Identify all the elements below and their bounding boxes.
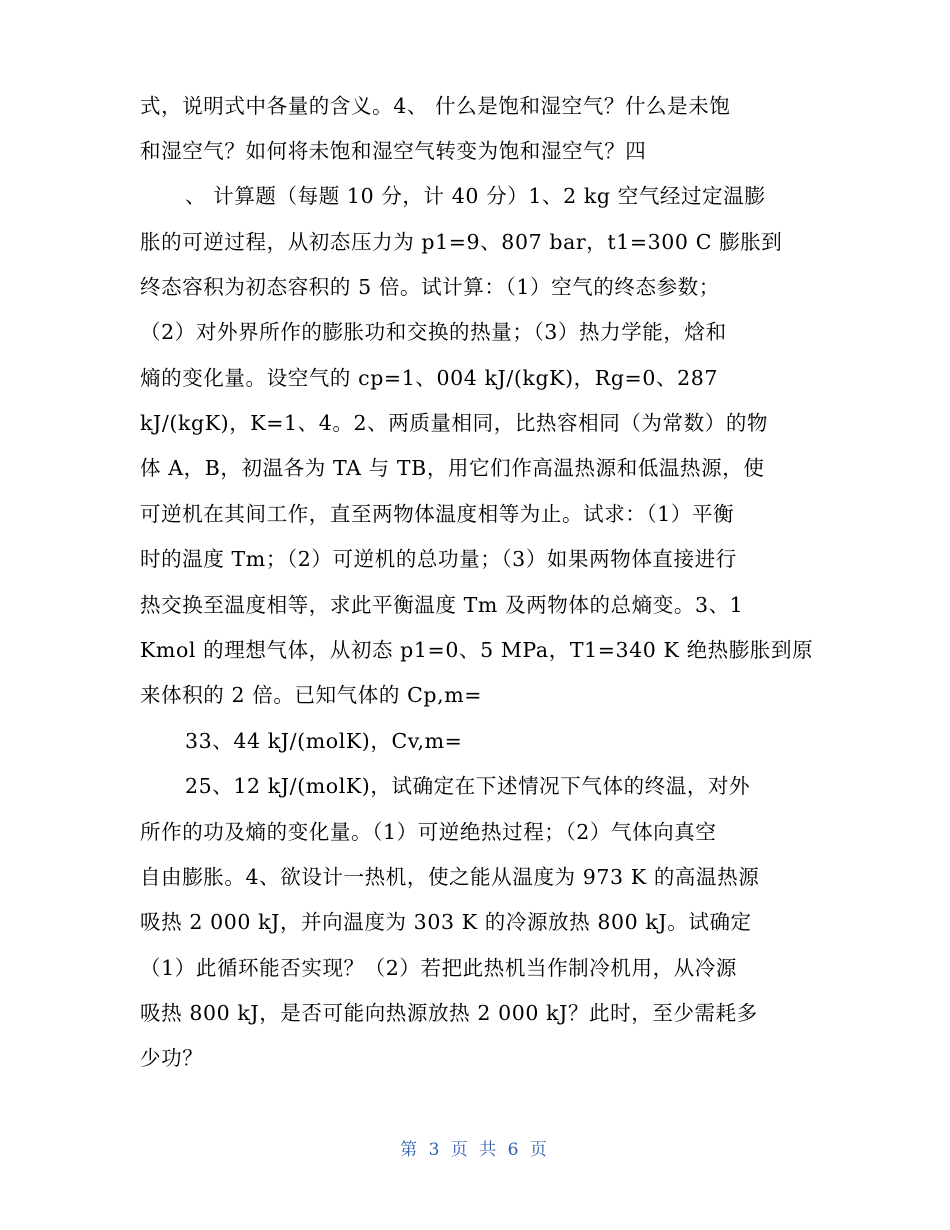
text-line-9: 体 A，B，初温各为 TA 与 TB，用它们作高温热源和低温热源，使 — [140, 456, 765, 480]
text-line-16: 25、12 kJ/(molK)，试确定在下述情况下气体的终温，对外 — [185, 774, 751, 798]
text-line-1: 式，说明式中各量的含义。4、 什么是饱和湿空气？什么是未饱 — [140, 94, 731, 118]
text-line-11: 时的温度 Tm；（2）可逆机的总功量；（3）如果两物体直接进行 — [140, 547, 737, 571]
text-line-10: 可逆机在其间工作，直至两物体温度相等为止。试求：（1）平衡 — [140, 502, 735, 526]
page-number-footer: 第 3 页 共 6 页 — [400, 1140, 550, 1160]
text-line-21: 吸热 800 kJ，是否可能向热源放热 2 000 kJ？此时，至少需耗多 — [140, 1001, 758, 1025]
text-line-13: Kmol 的理想气体，从初态 p1=0、5 MPa，T1=340 K 绝热膨胀到原 — [140, 638, 814, 662]
text-line-5: 终态容积为初态容积的 5 倍。试计算：（1）空气的终态参数； — [140, 275, 720, 299]
text-line-6: （2）对外界所作的膨胀功和交换的热量；（3）热力学能，焓和 — [140, 320, 727, 344]
text-line-14: 来体积的 2 倍。已知气体的 Cp,m= — [140, 683, 483, 707]
text-line-3: 、 计算题（每题 10 分，计 40 分）1、2 kg 空气经过定温膨 — [185, 184, 766, 208]
text-line-4: 胀的可逆过程，从初态压力为 p1=9、807 bar，t1=300 C 膨胀到 — [140, 230, 783, 254]
text-line-22: 少功？ — [140, 1046, 204, 1070]
text-line-20: （1）此循环能否实现？（2）若把此热机当作制冷机用，从冷源 — [140, 956, 737, 980]
text-line-8: kJ/(kgK)，K=1、4。2、两质量相同，比热容相同（为常数）的物 — [140, 411, 769, 435]
text-line-15: 33、44 kJ/(molK)，Cv,m= — [185, 729, 463, 753]
text-line-12: 热交换至温度相等，求此平衡温度 Tm 及两物体的总熵变。3、1 — [140, 593, 744, 617]
text-line-7: 熵的变化量。设空气的 cp=1、004 kJ/(kgK)，Rg=0、287 — [140, 366, 718, 390]
text-line-19: 吸热 2 000 kJ，并向温度为 303 K 的冷源放热 800 kJ。试确定 — [140, 910, 752, 934]
text-line-17: 所作的功及熵的变化量。（1）可逆绝热过程；（2）气体向真空 — [140, 820, 717, 844]
text-line-2: 和湿空气？如何将未饱和湿空气转变为饱和湿空气？四 — [140, 139, 647, 163]
text-line-18: 自由膨胀。4、欲设计一热机，使之能从温度为 973 K 的高温热源 — [140, 865, 760, 889]
